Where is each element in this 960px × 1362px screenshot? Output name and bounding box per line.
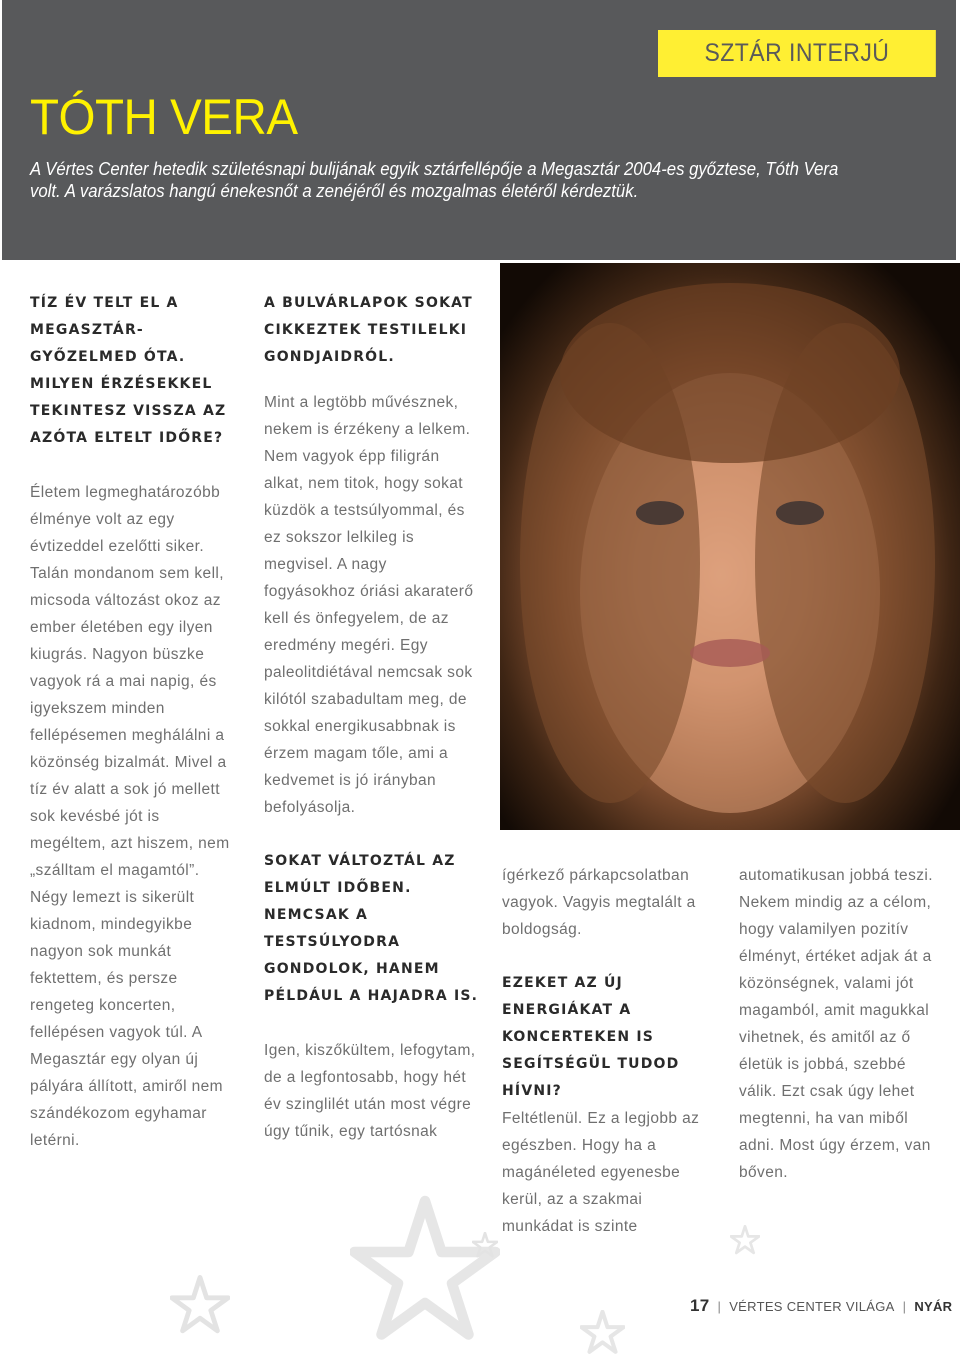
star-icon xyxy=(730,1225,760,1255)
footer-divider: | xyxy=(902,1298,907,1314)
answer-3: Igen, kiszőkültem, lefogytam, de a legfontosabb, hogy hét év szinglilét után most végre úgy tűnik, egy tartósnak xyxy=(264,1042,476,1140)
column-4 xyxy=(739,862,939,1186)
star-icon xyxy=(350,1195,500,1345)
column-3 xyxy=(502,862,712,1240)
star-icon xyxy=(170,1275,230,1335)
answer-4-continued: automatikusan jobbá teszi. Nekem mindig az a célom, hogy valamilyen pozitív élményt, értéket adjak át a közönségnek, valami jót magamból, amit magukkal vihetnek, és amitől az ő életük is jobbá, szebbé válik. Ezt csak úgy lehet megtenni, ha van miből adni. Most úgy érzem, van bőven. xyxy=(739,867,933,1181)
question-2: A BULVÁRLAPOK SOKAT CIKKEZTEK TESTILELKI GONDJAIDRÓL. xyxy=(264,295,473,365)
column-2 xyxy=(264,290,479,1145)
magazine-name: VÉRTES CENTER VILÁGA xyxy=(729,1298,895,1314)
issue-season: NYÁR xyxy=(914,1298,953,1314)
page-number: 17 xyxy=(690,1296,710,1315)
answer-1: Életem legmeghatározóbb élménye volt az egy évtizeddel ezelőtti siker. Talán mondanom sem kell, micsoda változást okoz az ember életében egy ilyen kiugrás. Nagyon büszke vagyok rá a mai napig, és igyekszem minden fellépésemen meghálálni a közönség bizalmát. Mivel a tíz év alatt a sok jó mellett sok kevésbé jót is megéltem, azt hiszem, nem „szálltam el magamtól”. Négy lemezt is sikerült kiadnom, mindegyikbe nagyon sok munkát fektettem, és persze rengeteg koncerten, fellépésen vagyok túl. A Megasztár egy olyan új pályára állított, amiről nem szándékozom egyhamar letérni. xyxy=(30,484,230,1149)
star-icon xyxy=(580,1310,625,1355)
question-3: SOKAT VÁLTOZTÁL AZ ELMÚLT IDŐBEN. NEMCSAK A TESTSÚLYODRA GONDOLOK, HANEM PÉLDÁUL A HAJADRA IS. xyxy=(264,853,479,1004)
section-tag: SZTÁR INTERJÚ xyxy=(658,30,936,77)
question-4: EZEKET AZ ÚJ ENERGIÁKAT A KONCERTEKEN IS SEGÍTSÉGÜL TUDOD HÍVNI? xyxy=(502,975,680,1099)
page-footer xyxy=(690,1296,952,1316)
answer-3-continued: ígérkező párkapcsolatban vagyok. Vagyis megtalált a boldogság. xyxy=(502,867,696,938)
portrait-photo xyxy=(500,263,960,830)
answer-4: Feltétlenül. Ez a legjobb az egészben. Hogy ha a magánéleted egyenesbe kerül, az a szakmai munkádat is szinte xyxy=(502,1110,700,1235)
answer-2: Mint a legtöbb művésznek, nekem is érzékeny a lelkem. Nem vagyok épp filigrán alkat, nem titok, hogy sokat küzdök a testsúlyommal, és ez sokszor lelkileg is megvisel. A nagy fogyásokhoz óriási akaraterő kell és önfegyelem, de az eredmény megéri. Egy paleolitdiétával nemcsak sok kilótól szabadultam meg, de sokkal energikusabbnak is érzem magam tőle, ami a kedvemet is jó irányban befolyásolja. xyxy=(264,394,474,816)
article-lead: A Vértes Center hetedik születésnapi bulijának egyik sztárfellépője a Megasztár 2004-es győztese, Tóth Vera volt. A varázslatos hangú énekesnőt a zenéjéről és mozgalmas életéről kérdeztük. xyxy=(30,159,839,201)
question-1: TÍZ ÉV TELT EL A MEGASZTÁR-GYŐZELMED ÓTA. MILYEN ÉRZÉSEKKEL TEKINTESZ VISSZA AZ AZÓTA ELTELT IDŐRE? xyxy=(30,295,227,446)
star-icon xyxy=(472,1232,498,1258)
footer-divider: | xyxy=(717,1298,722,1314)
article-title: TÓTH VERA xyxy=(30,89,298,145)
column-1 xyxy=(30,290,235,1154)
